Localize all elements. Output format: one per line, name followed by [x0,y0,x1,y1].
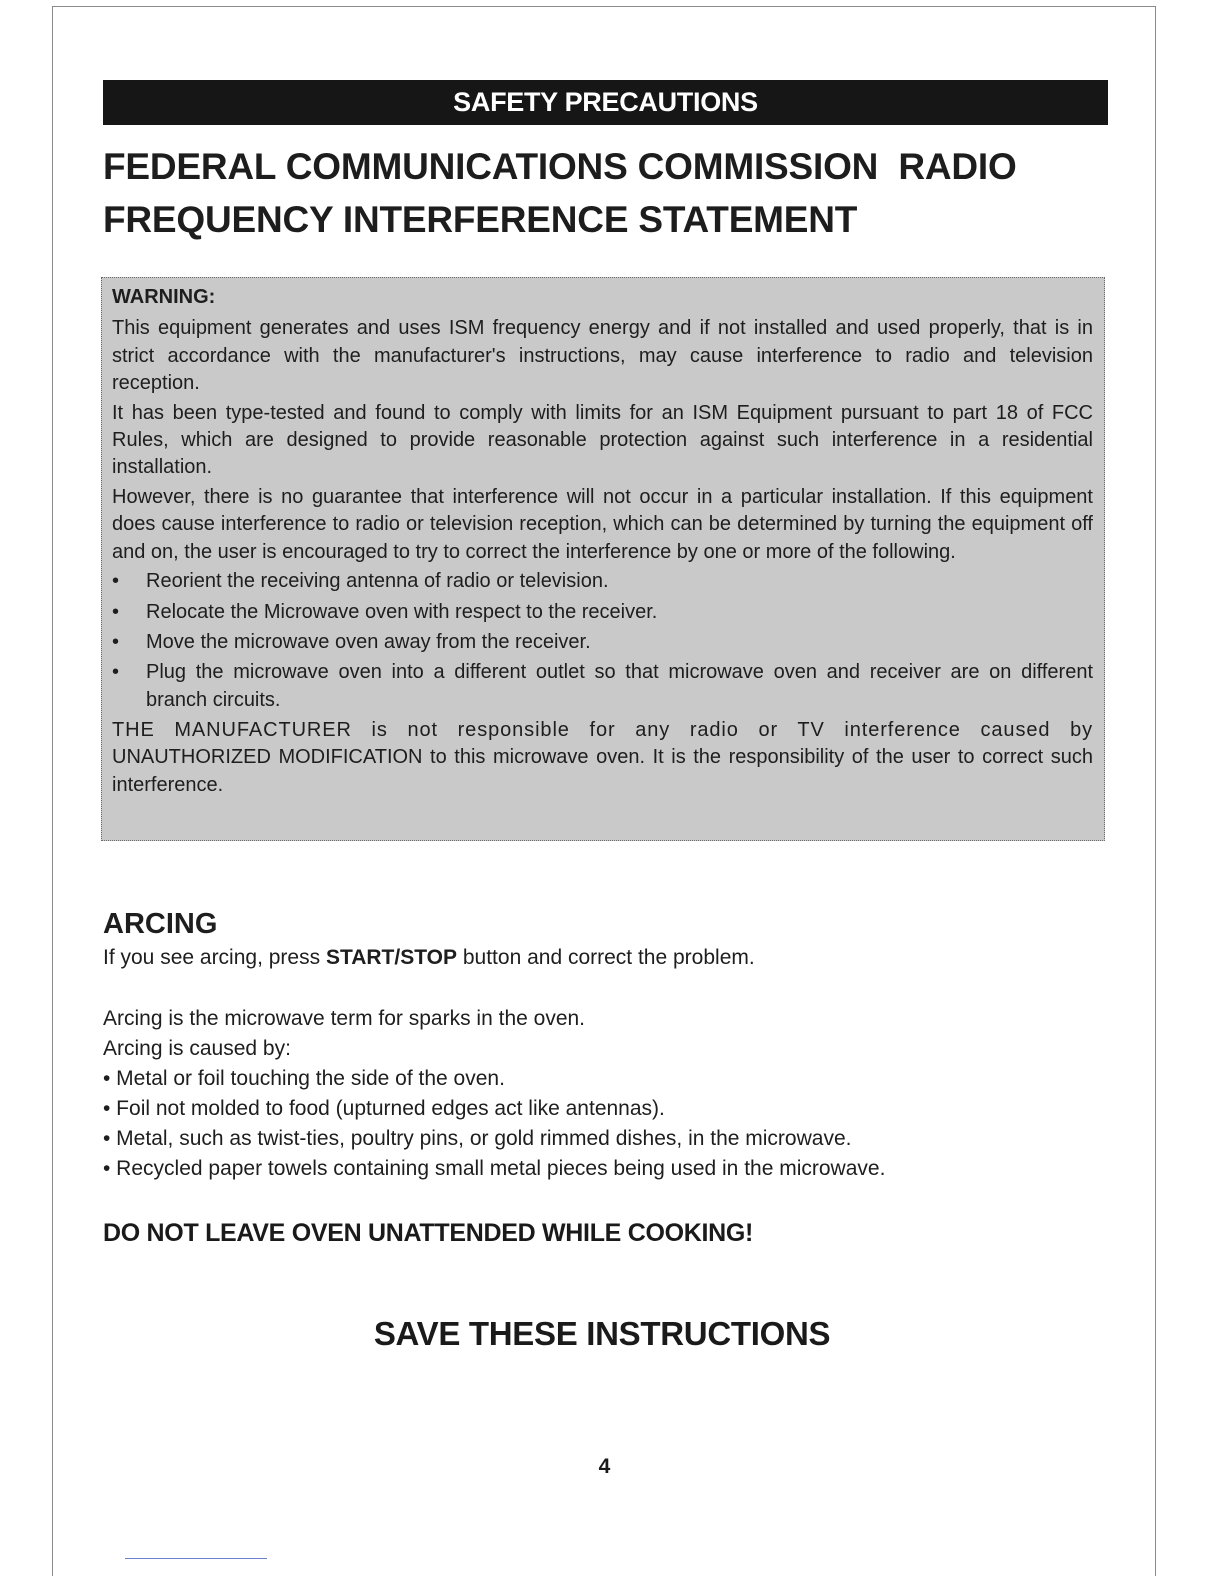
arcing-intro [103,943,1113,973]
list-item [112,659,1093,714]
arcing-causes-list [103,1064,1113,1184]
page-title [103,140,1113,246]
list-item-text: Relocate the Microwave oven with respect to the receiver. [146,600,658,623]
section-header-label: SAFETY PRECAUTIONS [453,87,758,117]
arcing-definition: Arcing is the microwave term for sparks in the oven. [103,1007,586,1030]
page-title-line-1: FEDERAL COMMUNICATIONS COMMISSION RADIO [103,146,1017,187]
disclaimer-rest: UNAUTHORIZED MODIFICATION to this microwave oven. It is the responsibility of the user to correct such interference. [112,746,1093,796]
list-item: • Metal or foil touching the side of the oven. [103,1067,505,1090]
fcc-warning-box [101,277,1105,841]
unattended-caution: DO NOT LEAVE OVEN UNATTENDED WHILE COOKING! [103,1219,754,1247]
manufacturer-disclaimer [112,717,1093,799]
bullet-icon: • [112,600,120,623]
warning-heading: WARNING: [112,286,216,308]
footer-rule [125,1558,267,1559]
disclaimer-lead: THE MANUFACTURER is not responsible for any radio or TV interference caused by [112,718,1093,741]
section-header-bar [103,80,1108,125]
arcing-intro-after: button and correct the problem. [457,946,755,969]
page-title-line-2: FREQUENCY INTERFERENCE STATEMENT [103,199,858,240]
page-number: 4 [598,1455,611,1478]
warning-paragraph: This equipment generates and uses ISM frequency energy and if not installed and used properly, that is in strict accordance with the manufacturer's instructions, may cause interference to radio and television reception. [112,317,1093,394]
arcing-intro-before: If you see arcing, press [103,946,326,969]
bullet-icon: • [112,661,120,684]
list-item: • Foil not molded to food (upturned edges act like antennas). [103,1097,665,1120]
save-instructions-heading: SAVE THESE INSTRUCTIONS [373,1315,831,1352]
warning-paragraph: However, there is no guarantee that interference will not occur in a particular installation. If this equipment does cause interference to radio or television reception, which can be determined by turning the equipment off and on, the user is encouraged to try to correct the interference by one or more of the following. [112,486,1093,563]
arcing-section [103,905,1113,1184]
list-item-text: Move the microwave oven away from the receiver. [146,631,591,654]
list-item [112,599,1093,626]
arcing-heading: ARCING [103,908,218,940]
warning-paragraph: It has been type-tested and found to comply with limits for an ISM Equipment pursuant to part 18 of FCC Rules, which are designed to provide reasonable protection against such interference in a residential installation. [112,401,1093,479]
interference-remedies-list [112,568,1093,713]
start-stop-label: START/STOP [325,946,458,969]
bullet-icon: • [112,570,120,593]
list-item: • Metal, such as twist-ties, poultry pins, or gold rimmed dishes, in the microwave. [103,1127,852,1150]
bullet-icon: • [112,631,120,654]
arcing-causes-label: Arcing is caused by: [103,1037,291,1060]
list-item [112,568,1093,595]
list-item: • Recycled paper towels containing small metal pieces being used in the microwave. [103,1157,886,1180]
list-item-text: Plug the microwave oven into a different outlet so that microwave oven and receiver are on different branch circuits. [146,661,1093,711]
list-item [112,629,1093,656]
list-item-text: Reorient the receiving antenna of radio or television. [146,570,609,593]
